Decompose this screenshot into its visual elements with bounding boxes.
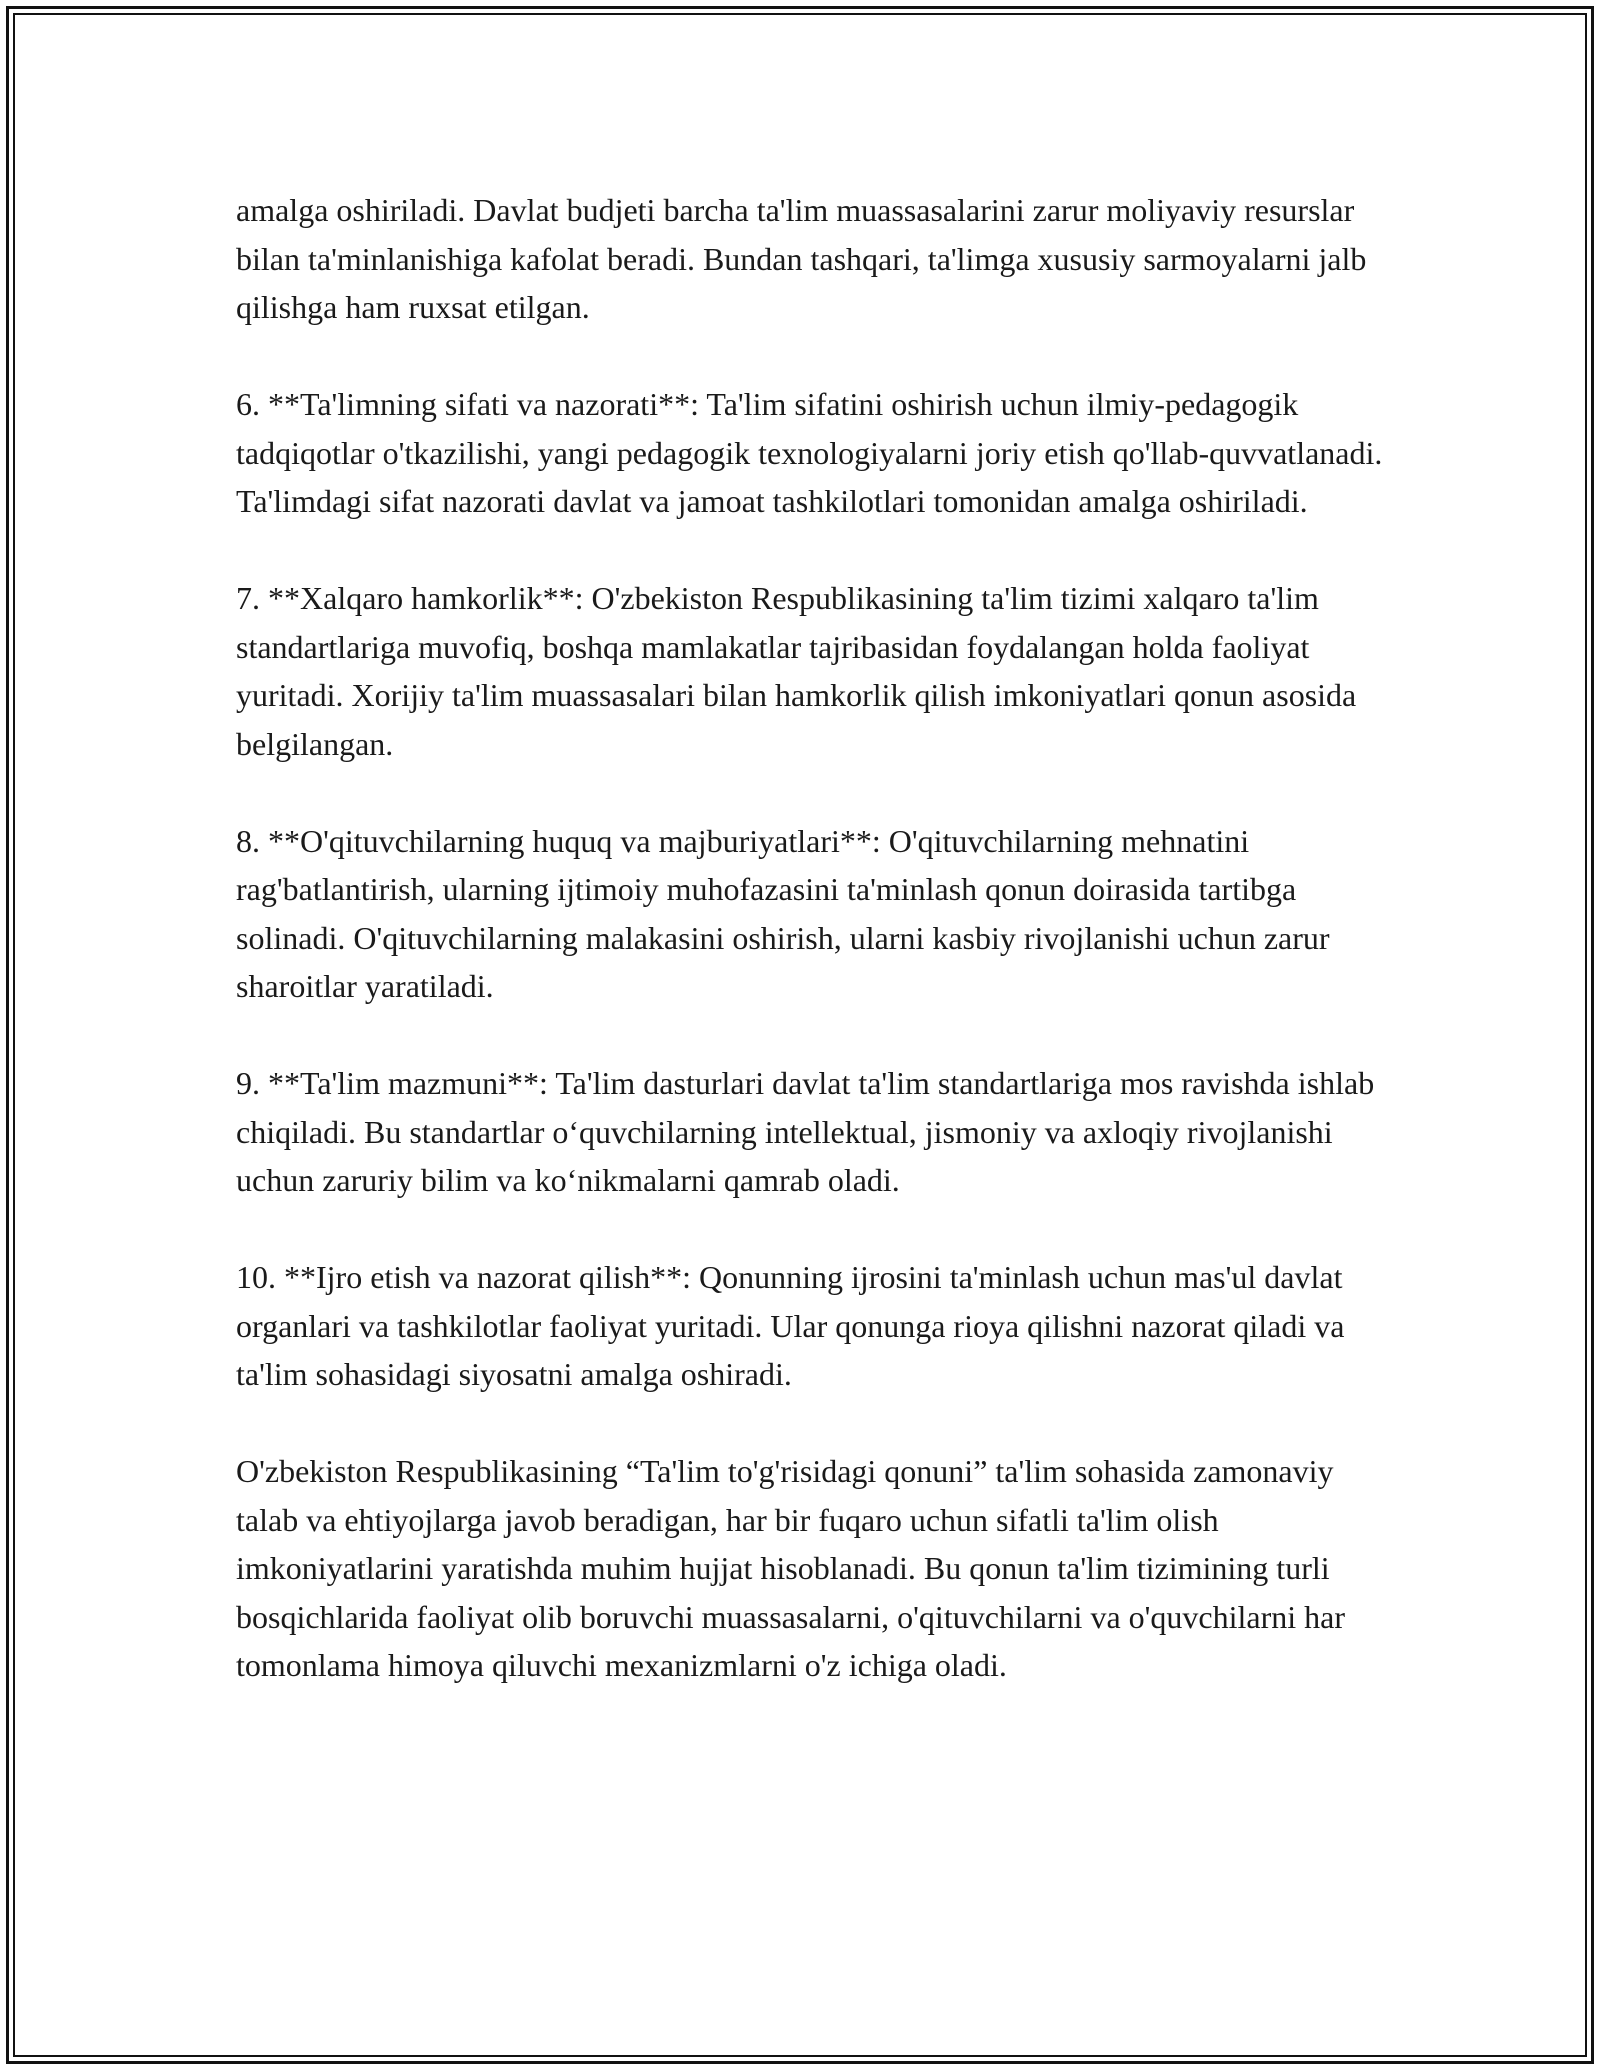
paragraph-teacher-rights: 8. **O'qituvchilarning huquq va majburiyatlari**: O'qituvchilarning mehnatini rag'batlantirish, ularning ijtimoiy muhofazasini ta'minlash qonun doirasida tartibga solinadi. O'qituvchilarning malakasini oshirish, ularni kasbiy rivojlanishi uchun zarur sharoitlar yaratiladi. [236, 822, 1330, 1004]
paragraph-quality-control: 6. **Ta'limning sifati va nazorati**: Ta'lim sifatini oshirish uchun ilmiy-pedagogik tadqiqotlar o'tkazilishi, yangi pedagogik texnologiyalarni joriy etish qo'llab-quvvatlanadi. Ta'limdagi sifat nazorati davlat va jamoat tashkilotlari tomonidan amalga oshiriladi. [236, 386, 1383, 519]
paragraph-conclusion: O'zbekiston Respublikasining “Ta'lim to'g'risidagi qonuni” ta'lim sohasida zamonaviy talab va ehtiyojlarga javob beradigan, har bir fuqaro uchun sifatli ta'lim olish imkoniyatlarini yaratishda muhim hujjat hisoblanadi. Bu qonun ta'lim tizimining turli bosqichlarida faoliyat olib boruvchi muassasalarni, o'qituvchilarni va o'quvchilarni har tomonlama himoya qiluvchi mexanizmlarni o'z ichiga oladi. [236, 1453, 1345, 1683]
paragraph-funding-continuation: amalga oshiriladi. Davlat budjeti barcha ta'lim muassasalarini zarur moliyaviy resurslar bilan ta'minlanishiga kafolat beradi. Bundan tashqari, ta'limga xususiy sarmoyalarni jalb qilishga ham ruxsat etilgan. [236, 192, 1367, 325]
document-body [236, 186, 1386, 1738]
paragraph-education-content: 9. **Ta'lim mazmuni**: Ta'lim dasturlari davlat ta'lim standartlariga mos ravishda ishlab chiqiladi. Bu standartlar o‘quvchilarning intellektual, jismoniy va axloqiy rivojlanishi uchun zaruriy bilim va ko‘nikmalarni qamrab oladi. [236, 1065, 1375, 1198]
paragraph-enforcement: 10. **Ijro etish va nazorat qilish**: Qonunning ijrosini ta'minlash uchun mas'ul davlat organlari va tashkilotlar faoliyat yuritadi. Ular qonunga rioya qilishni nazorat qiladi va ta'lim sohasidagi siyosatni amalga oshiradi. [236, 1259, 1345, 1392]
paragraph-international-cooperation: 7. **Xalqaro hamkorlik**: O'zbekiston Respublikasining ta'lim tizimi xalqaro ta'lim standartlariga muvofiq, boshqa mamlakatlar tajribasidan foydalangan holda faoliyat yuritadi. Xorijiy ta'lim muassasalari bilan hamkorlik qilish imkoniyatlari qonun asosida belgilangan. [236, 580, 1357, 762]
